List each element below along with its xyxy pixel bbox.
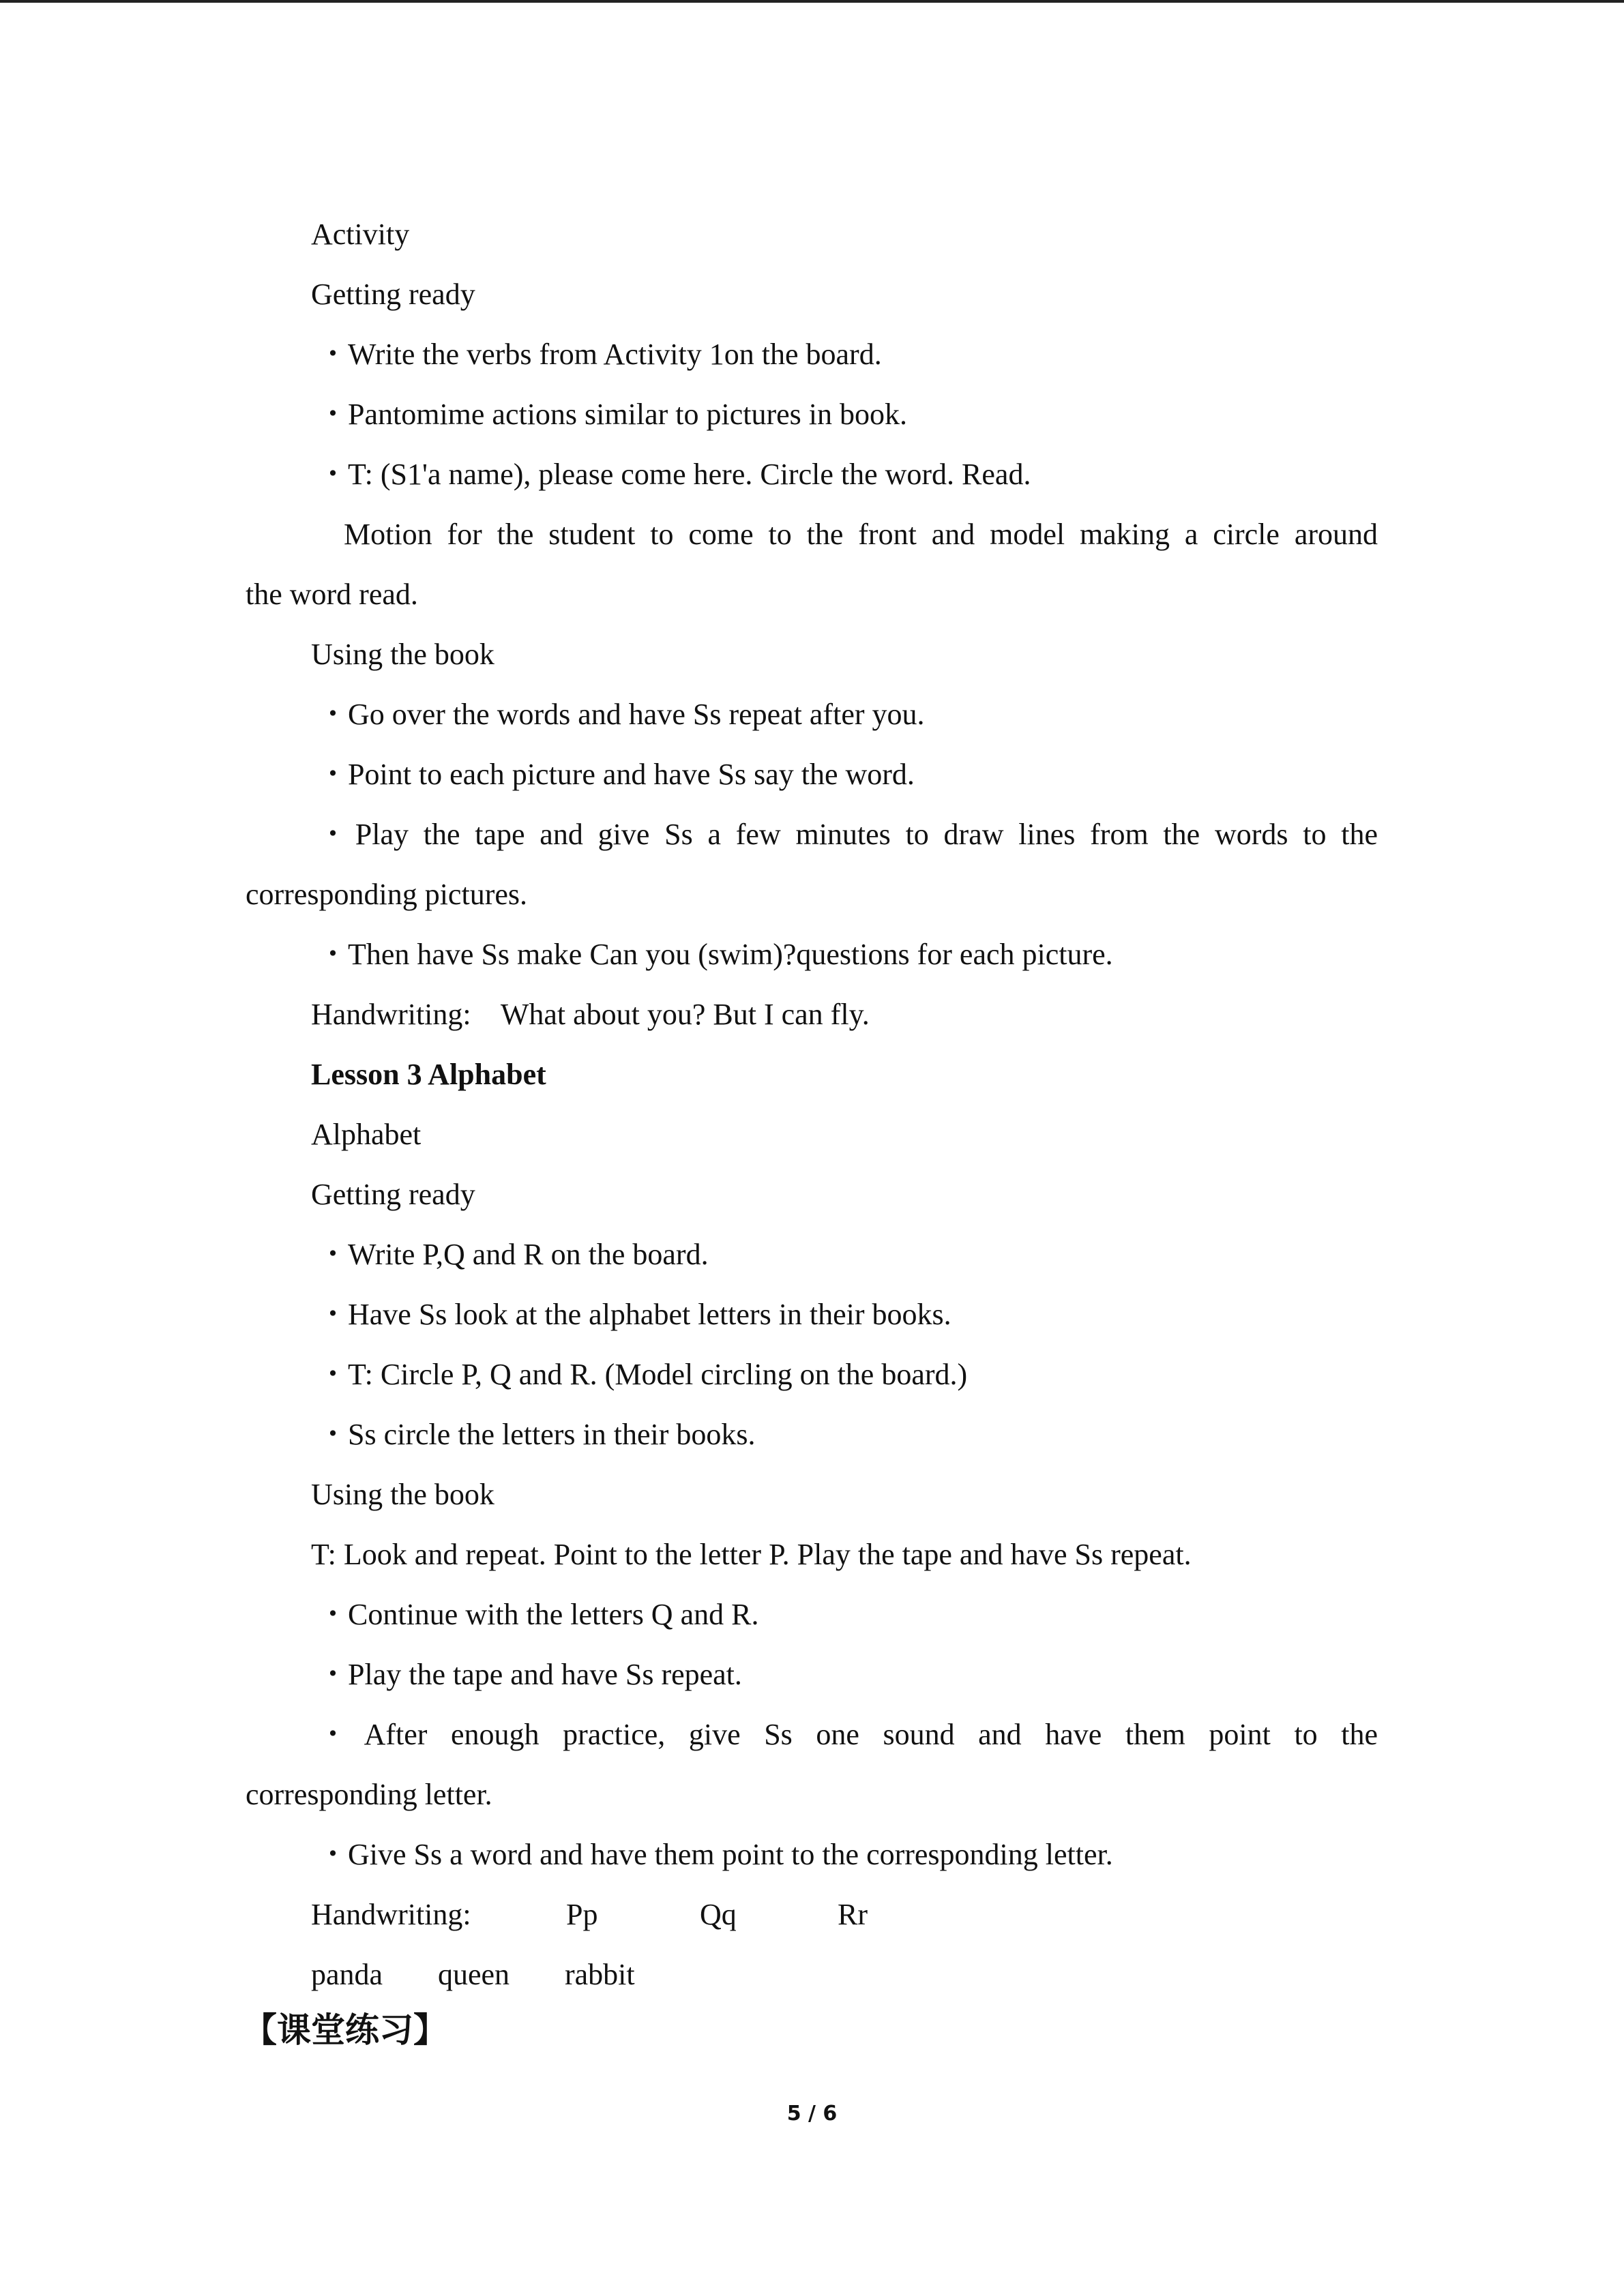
list-item: ・Write P,Q and R on the board.	[318, 1238, 709, 1271]
text-line: corresponding letter.	[246, 1778, 492, 1811]
text-line: Getting ready	[311, 1178, 475, 1211]
handwriting-label: Handwriting:	[311, 1898, 471, 1931]
list-item: ・Then have Ss make Can you (swim)?questions for each picture.	[318, 938, 1113, 971]
list-item: ・Have Ss look at the alphabet letters in their books.	[318, 1298, 951, 1331]
handwriting-line: Handwriting: What about you? But I can fly.	[311, 998, 870, 1031]
list-item: ・After enough practice, give Ss one sound and have them point to the	[318, 1718, 1378, 1751]
text-line: the word read.	[246, 578, 418, 611]
text-line: Alphabet	[311, 1118, 422, 1151]
list-item: ・Pantomime actions similar to pictures in book.	[318, 398, 907, 431]
text-line: corresponding pictures.	[246, 878, 527, 911]
handwriting-letter: Rr	[838, 1898, 868, 1931]
list-item: ・T: Circle P, Q and R. (Model circling on the board.)	[318, 1358, 968, 1391]
list-item: ・Ss circle the letters in their books.	[318, 1418, 756, 1451]
list-item: ・Play the tape and give Ss a few minutes to draw lines from the words to the	[318, 818, 1378, 851]
text-line: Motion for the student to come to the front and model making a circle around	[344, 518, 1378, 551]
page-number: 5 / 6	[786, 2102, 838, 2126]
list-item: ・Play the tape and have Ss repeat.	[318, 1658, 742, 1691]
page-top-border	[0, 0, 1624, 3]
text-line: Activity	[311, 218, 410, 251]
list-item: ・T: (S1'a name), please come here. Circle the word. Read.	[318, 458, 1031, 491]
handwriting-letter: Pp	[566, 1898, 598, 1931]
handwriting-letter: Qq	[700, 1898, 737, 1931]
practice-heading: 【课堂练习】	[243, 2010, 447, 2050]
text-line: Getting ready	[311, 278, 475, 311]
handwriting-word: rabbit	[565, 1958, 635, 1991]
list-item: ・Point to each picture and have Ss say the word.	[318, 758, 915, 791]
text-line: T: Look and repeat. Point to the letter P. Play the tape and have Ss repeat.	[311, 1538, 1192, 1571]
text-line: Using the book	[311, 638, 494, 671]
list-item: ・Write the verbs from Activity 1on the board.	[318, 338, 882, 371]
text-line: Using the book	[311, 1478, 494, 1511]
handwriting-word: panda	[311, 1958, 383, 1991]
lesson-heading: Lesson 3 Alphabet	[311, 1058, 546, 1091]
list-item: ・Continue with the letters Q and R.	[318, 1598, 759, 1631]
handwriting-word: queen	[438, 1958, 510, 1991]
list-item: ・Go over the words and have Ss repeat after you.	[318, 698, 925, 731]
list-item: ・Give Ss a word and have them point to the corresponding letter.	[318, 1838, 1113, 1871]
